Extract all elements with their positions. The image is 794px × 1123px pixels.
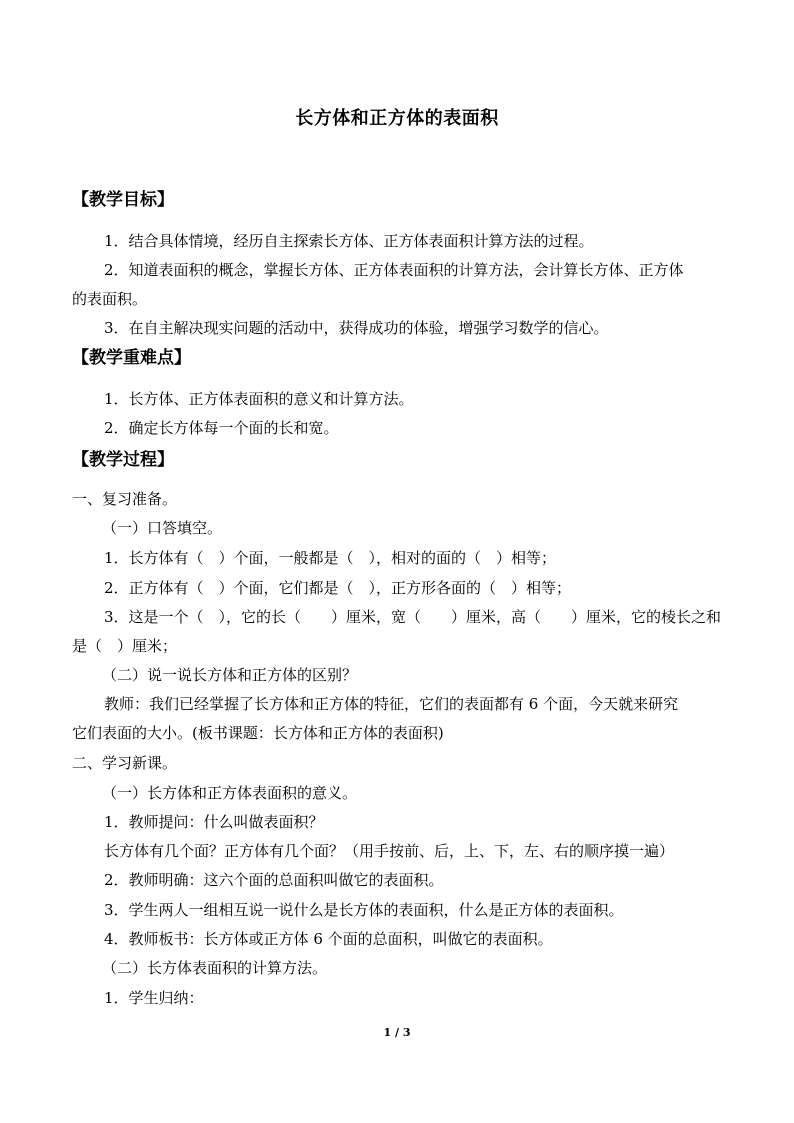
difficulty-item: 1．长方体、正方体表面积的意义和计算方法。 bbox=[104, 390, 414, 408]
process-step-heading: 二、学习新课。 bbox=[72, 754, 178, 772]
section-heading-goals: 【教学目标】 bbox=[72, 190, 174, 210]
difficulty-item: 2．确定长方体每一个面的长和宽。 bbox=[104, 419, 339, 437]
process-subheading: （一）长方体和正方体表面积的意义。 bbox=[102, 784, 358, 802]
goal-item: 2．知道表面积的概念，掌握长方体、正方体表面积的计算方法，会计算长方体、正方体 bbox=[104, 261, 684, 279]
process-step-heading: 一、复习准备。 bbox=[72, 490, 178, 508]
process-line: 教师：我们已经掌握了长方体和正方体的特征，它们的表面都有 6 个面，今天就来研究 bbox=[104, 695, 679, 713]
process-line: 3．学生两人一组相互说一说什么是长方体的表面积，什么是正方体的表面积。 bbox=[104, 901, 624, 919]
section-heading-process: 【教学过程】 bbox=[72, 450, 174, 470]
page-number: 1 / 3 bbox=[383, 1026, 411, 1039]
process-line-continuation: 它们表面的大小。(板书课题：长方体和正方体的表面积) bbox=[72, 724, 444, 742]
goal-item: 3．在自主解决现实问题的活动中，获得成功的体验，增强学习数学的信心。 bbox=[104, 319, 609, 337]
process-line: 长方体有几个面？正方体有几个面？（用手按前、后，上、下，左、右的顺序摸一遍） bbox=[104, 842, 675, 860]
process-subheading: （二）长方体表面积的计算方法。 bbox=[102, 959, 328, 977]
section-heading-difficulties: 【教学重难点】 bbox=[72, 348, 191, 368]
process-subheading: （一）口答填空。 bbox=[102, 519, 223, 537]
process-line: 1．长方体有（ ）个面，一般都是（ ），相对的面的（ ）相等； bbox=[104, 549, 557, 567]
goal-item-continuation: 的表面积。 bbox=[72, 290, 148, 308]
process-line: 1．学生归纳： bbox=[104, 989, 204, 1007]
goal-item: 1．结合具体情境，经历自主探索长方体、正方体表面积计算方法的过程。 bbox=[104, 232, 594, 250]
process-line: 3．这是一个（ ），它的长（ ）厘米，宽（ ）厘米，高（ ）厘米，它的棱长之和 bbox=[104, 608, 722, 626]
process-subheading: （二）说一说长方体和正方体的区别？ bbox=[102, 666, 358, 684]
page-title: 长方体和正方体的表面积 bbox=[295, 108, 499, 129]
process-line: 4．教师板书：长方体或正方体 6 个面的总面积，叫做它的表面积。 bbox=[104, 930, 553, 948]
process-line: 2．正方体有（ ）个面，它们都是（ ），正方形各面的（ ）相等； bbox=[104, 579, 572, 597]
process-line: 1．教师提问：什么叫做表面积？ bbox=[104, 813, 324, 831]
process-line: 2．教师明确：这六个面的总面积叫做它的表面积。 bbox=[104, 871, 444, 889]
process-line-continuation: 是（ ）厘米； bbox=[72, 637, 178, 655]
